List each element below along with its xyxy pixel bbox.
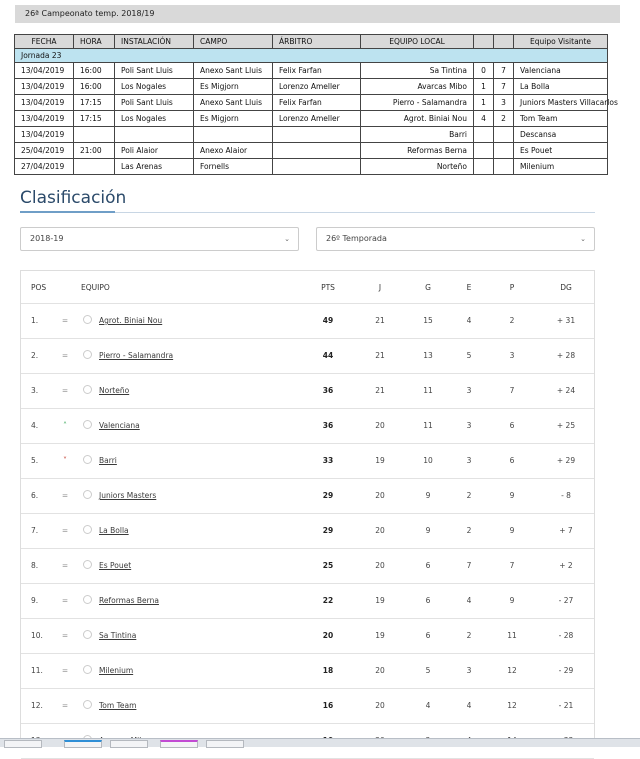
fecha-cell: 13/04/2019 [15,111,74,127]
j-cell: 20 [375,666,385,675]
col-score-local [474,35,494,49]
g-cell: 4 [425,701,431,710]
score-local-cell [474,159,494,175]
equal-icon: = [61,596,69,605]
team-cell [83,304,162,338]
equal-icon: = [61,631,69,640]
col-e: E [466,283,472,292]
pos-cell: 9. [31,596,39,605]
equal-icon: = [61,491,69,500]
standings-body [21,304,594,759]
team-badge-icon [83,420,92,429]
team-badge-icon [83,665,92,674]
match-row [15,143,608,159]
arbitro-cell [273,159,361,175]
p-cell: 9 [509,491,515,500]
p-cell: 2 [509,316,515,325]
team-cell [83,654,133,688]
equipo-local-cell: Sa Tintina [361,63,474,79]
equal-icon: = [61,526,69,535]
pos-cell: 5. [31,456,39,465]
fecha-cell: 13/04/2019 [15,127,74,143]
pts-cell: 29 [322,526,334,535]
p-cell: 12 [507,701,517,710]
team-badge-icon [83,490,92,499]
standings-row [21,654,594,689]
standings-table [20,270,595,747]
pos-cell: 2. [31,351,39,360]
j-cell: 20 [375,526,385,535]
col-p: P [509,283,515,292]
score-visitante-cell [494,159,514,175]
pos-cell: 6. [31,491,39,500]
hora-cell: 21:00 [74,143,115,159]
e-cell: 4 [466,316,472,325]
equal-icon: = [61,386,69,395]
standings-row [21,584,594,619]
score-local-cell [474,127,494,143]
score-visitante-cell: 2 [494,111,514,127]
j-cell: 20 [375,421,385,430]
campo-cell: Anexo Sant Lluis [194,63,273,79]
dg-cell: + 31 [556,316,576,325]
team-link[interactable]: Norteño [99,386,130,395]
g-cell: 10 [423,456,433,465]
team-cell [83,584,159,618]
g-cell: 15 [423,316,433,325]
standings-row [21,444,594,479]
hora-cell: 16:00 [74,79,115,95]
col-fecha: FECHA [15,35,74,49]
pts-cell: 36 [322,386,334,395]
team-link[interactable]: Pierro - Salamandra [99,351,174,360]
dg-cell: - 27 [558,596,574,605]
e-cell: 2 [466,526,472,535]
standings-row [21,689,594,724]
match-row [15,63,608,79]
score-visitante-cell [494,143,514,159]
team-badge-icon [83,315,92,324]
dg-cell: - 8 [561,491,571,500]
equipo-visitante-cell: Milenium [514,159,608,175]
match-row [15,79,608,95]
g-cell: 11 [423,386,433,395]
jornada-row [15,49,608,63]
col-campo: CAMPO [194,35,273,49]
team-badge-icon [83,595,92,604]
instalacion-cell [115,127,194,143]
g-cell: 5 [425,666,431,675]
team-link[interactable]: Reformas Berna [99,596,159,605]
e-cell: 2 [466,631,472,640]
g-cell: 9 [425,526,431,535]
team-link[interactable]: La Bolla [99,526,129,535]
e-cell: 4 [466,701,472,710]
team-badge-icon [83,525,92,534]
equipo-visitante-cell: Valenciana [514,63,608,79]
campo-cell: Fornells [194,159,273,175]
instalacion-cell: Los Nogales [115,79,194,95]
score-local-cell: 4 [474,111,494,127]
pts-cell: 33 [322,456,334,465]
g-cell: 6 [425,561,431,570]
fecha-cell: 27/04/2019 [15,159,74,175]
g-cell: 6 [425,596,431,605]
col-pos: POS [31,283,47,292]
match-row [15,95,608,111]
temporada-select-value: 26º Temporada [326,234,387,243]
team-cell [83,444,117,478]
team-badge-icon [83,630,92,639]
campo-cell [194,127,273,143]
equipo-local-cell: Agrot. Biniai Nou [361,111,474,127]
standings-row [21,339,594,374]
col-score-visitante [494,35,514,49]
team-link[interactable]: Tom Team [99,701,137,710]
instalacion-cell: Las Arenas [115,159,194,175]
equipo-visitante-cell: Tom Team [514,111,608,127]
team-badge-icon [83,350,92,359]
col-equipo-local: EQUIPO LOCAL [361,35,474,49]
p-cell: 11 [507,631,517,640]
fecha-cell: 13/04/2019 [15,95,74,111]
pos-cell: 3. [31,386,39,395]
pts-cell: 25 [322,561,334,570]
standings-row [21,549,594,584]
equal-icon: = [61,351,69,360]
j-cell: 19 [375,456,385,465]
match-row [15,159,608,175]
standings-row [21,409,594,444]
col-j: J [378,283,382,292]
score-visitante-cell: 7 [494,79,514,95]
taskbar-item[interactable] [64,740,102,748]
p-cell: 7 [509,561,515,570]
score-local-cell: 1 [474,79,494,95]
score-local-cell: 0 [474,63,494,79]
team-cell [83,479,156,513]
fecha-cell: 13/04/2019 [15,63,74,79]
arbitro-cell [273,143,361,159]
team-link[interactable]: Barri [99,456,117,465]
p-cell: 6 [509,456,515,465]
campo-cell: Anexo Sant Lluis [194,95,273,111]
j-cell: 21 [375,351,385,360]
p-cell: 3 [509,351,515,360]
equipo-visitante-cell: Juniors Masters Villacarlos [514,95,608,111]
campo-cell: Anexo Alaior [194,143,273,159]
g-cell: 6 [425,631,431,640]
pts-cell: 16 [322,701,334,710]
chevron-down-icon: ⌄ [284,235,290,243]
chevron-down-icon: ⌄ [580,235,586,243]
dg-cell: + 7 [559,526,573,535]
section-divider-accent [20,211,115,213]
p-cell: 9 [509,526,515,535]
team-cell [83,339,173,373]
arbitro-cell [273,127,361,143]
standings-row [21,479,594,514]
pts-cell: 20 [322,631,334,640]
pos-cell: 10. [31,631,43,640]
score-visitante-cell: 7 [494,63,514,79]
col-arbitro: ÁRBITRO [273,35,361,49]
pts-cell: 36 [322,421,334,430]
e-cell: 4 [466,596,472,605]
team-cell [83,409,140,443]
team-link[interactable]: Es Pouet [99,561,132,570]
team-badge-icon [83,700,92,709]
col-g: G [425,283,431,292]
instalacion-cell: Poli Sant Lluis [115,95,194,111]
col-instalacion: INSTALACIÓN [115,35,194,49]
fecha-cell: 13/04/2019 [15,79,74,95]
j-cell: 21 [375,386,385,395]
team-badge-icon [83,560,92,569]
equipo-local-cell: Barri [361,127,474,143]
col-hora: HORA [74,35,115,49]
e-cell: 7 [466,561,472,570]
p-cell: 6 [509,421,515,430]
g-cell: 11 [423,421,433,430]
chevron-up-icon: ˄ [63,421,67,430]
instalacion-cell: Poli Sant Lluis [115,63,194,79]
pos-cell: 1. [31,316,39,325]
team-link[interactable]: Milenium [99,666,134,675]
team-cell [83,549,131,583]
col-equipo: EQUIPO [81,283,110,292]
e-cell: 2 [466,491,472,500]
equipo-visitante-cell: Descansa [514,127,608,143]
j-cell: 20 [375,561,385,570]
equipo-local-cell: Norteño [361,159,474,175]
dg-cell: + 24 [556,386,576,395]
e-cell: 3 [466,386,472,395]
pos-cell: 4. [31,421,39,430]
p-cell: 9 [509,596,515,605]
campo-cell: Es Migjorn [194,79,273,95]
season-select[interactable] [20,227,299,251]
pts-cell: 29 [322,491,334,500]
j-cell: 19 [375,596,385,605]
col-dg: DG [560,283,572,292]
arbitro-cell: Lorenzo Ameller [273,111,361,127]
temporada-select[interactable] [316,227,595,251]
match-row [15,127,608,143]
hora-cell: 17:15 [74,95,115,111]
instalacion-cell: Poli Alaior [115,143,194,159]
e-cell: 3 [466,666,472,675]
equal-icon: = [61,666,69,675]
equal-icon: = [61,701,69,710]
taskbar-item[interactable] [206,740,244,748]
j-cell: 20 [375,701,385,710]
classification-title: Clasificación [20,188,127,208]
j-cell: 19 [375,631,385,640]
team-cell [83,689,136,723]
chevron-down-icon: ˅ [63,456,67,465]
e-cell: 3 [466,456,472,465]
pts-cell: 44 [322,351,334,360]
team-badge-icon [83,385,92,394]
team-link[interactable]: Agrot. Biniai Nou [99,316,163,325]
team-cell [83,514,129,548]
hora-cell [74,127,115,143]
team-link[interactable]: Valenciana [99,421,140,430]
j-cell: 20 [375,491,385,500]
taskbar-item[interactable] [4,740,42,748]
equal-icon: = [61,316,69,325]
equipo-visitante-cell: Es Pouet [514,143,608,159]
pts-cell: 18 [322,666,334,675]
score-local-cell [474,143,494,159]
dg-cell: - 29 [558,666,574,675]
p-cell: 12 [507,666,517,675]
team-cell [83,619,136,653]
dg-cell: + 25 [556,421,576,430]
hora-cell: 17:15 [74,111,115,127]
dg-cell: - 21 [558,701,574,710]
instalacion-cell: Los Nogales [115,111,194,127]
standings-header [21,271,594,304]
e-cell: 3 [466,421,472,430]
equipo-local-cell: Avarcas Mibo [361,79,474,95]
matches-table [14,34,618,175]
score-local-cell: 1 [474,95,494,111]
dg-cell: - 28 [558,631,574,640]
col-equipo-visitante: Equipo Visitante [514,35,608,49]
taskbar [0,738,640,747]
j-cell: 21 [375,316,385,325]
team-cell [83,374,129,408]
hora-cell: 16:00 [74,63,115,79]
jornada-label: Jornada 23 [15,49,608,63]
dg-cell: + 2 [559,561,573,570]
pos-cell: 7. [31,526,39,535]
matches-header-row [15,35,608,49]
taskbar-item[interactable] [110,740,148,748]
fecha-cell: 25/04/2019 [15,143,74,159]
season-select-value: 2018-19 [30,234,64,243]
standings-row [21,619,594,654]
pos-cell: 11. [31,666,43,675]
score-visitante-cell [494,127,514,143]
arbitro-cell: Lorenzo Ameller [273,79,361,95]
e-cell: 5 [466,351,472,360]
team-badge-icon [83,455,92,464]
equipo-local-cell: Reformas Berna [361,143,474,159]
score-visitante-cell: 3 [494,95,514,111]
team-link[interactable]: Juniors Masters [99,491,157,500]
pts-cell: 22 [322,596,334,605]
standings-row [21,374,594,409]
campo-cell: Es Migjorn [194,111,273,127]
taskbar-item[interactable] [160,740,198,748]
team-link[interactable]: Sa Tintina [99,631,137,640]
arbitro-cell: Felix Farfan [273,95,361,111]
arbitro-cell: Felix Farfan [273,63,361,79]
championship-title: 26ª Campeonato temp. 2018/19 [15,5,620,23]
standings-row [21,304,594,339]
pos-cell: 12. [31,701,43,710]
pos-cell: 8. [31,561,39,570]
g-cell: 13 [423,351,433,360]
equipo-local-cell: Pierro - Salamandra [361,95,474,111]
equal-icon: = [61,561,69,570]
dg-cell: + 28 [556,351,576,360]
hora-cell [74,159,115,175]
standings-row [21,514,594,549]
dg-cell: + 29 [556,456,576,465]
pts-cell: 49 [322,316,334,325]
g-cell: 9 [425,491,431,500]
equipo-visitante-cell: La Bolla [514,79,608,95]
match-row [15,111,608,127]
col-pts: PTS [321,283,335,292]
p-cell: 7 [509,386,515,395]
